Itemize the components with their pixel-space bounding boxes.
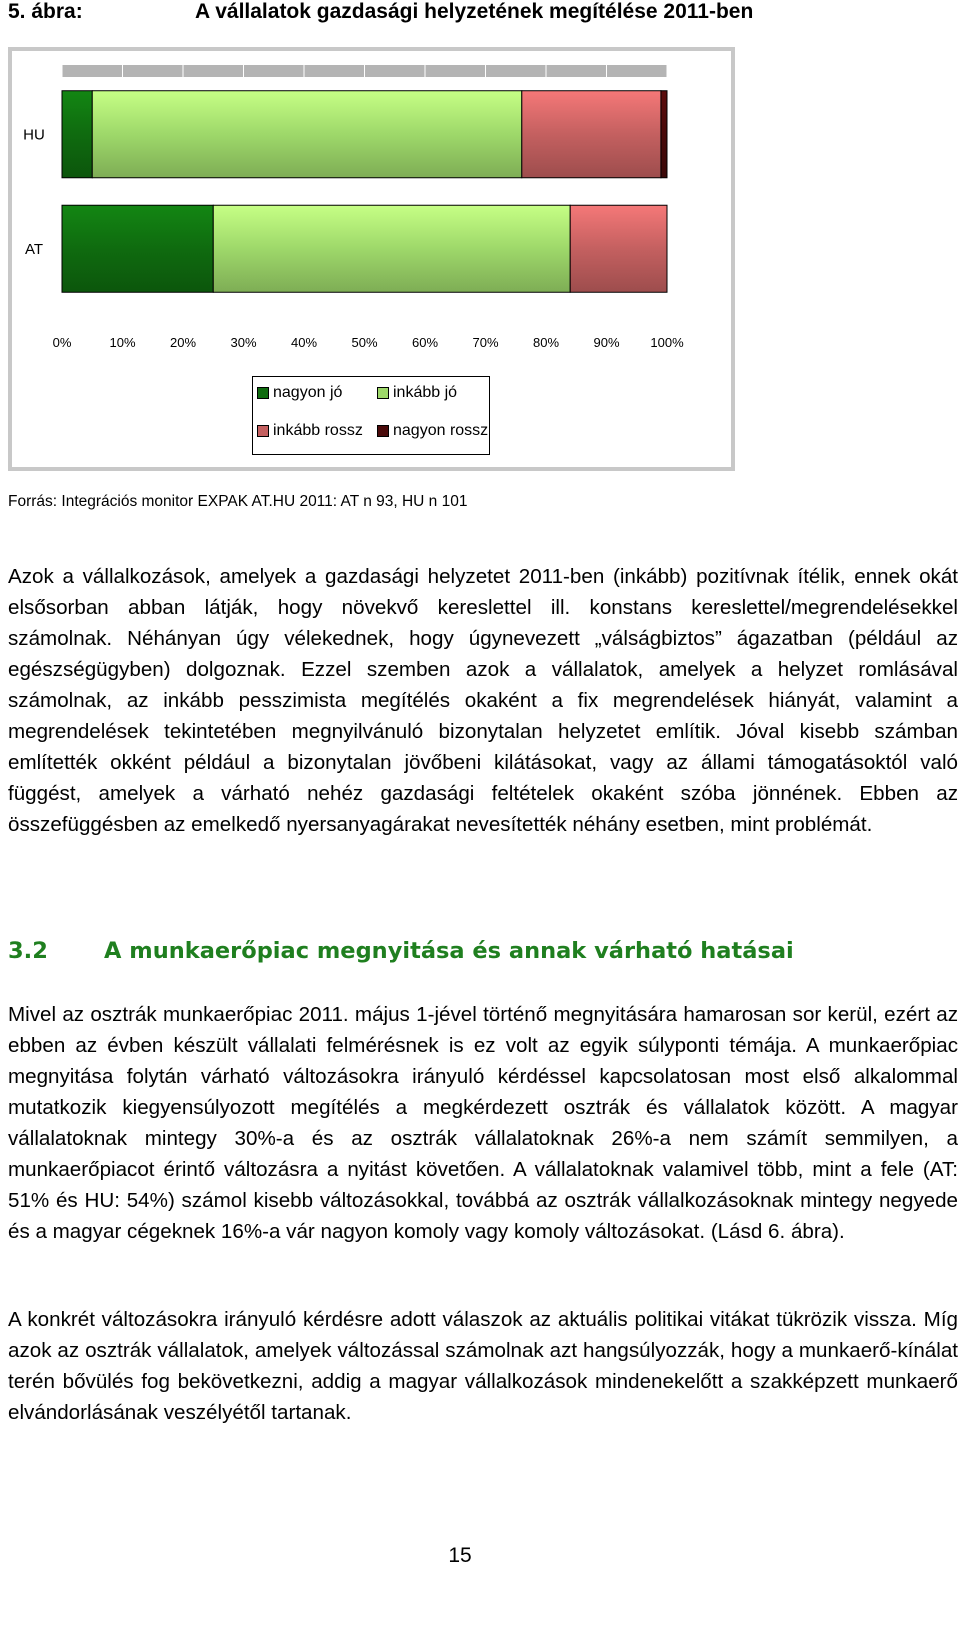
- bar-segment-hu-2: [522, 91, 661, 178]
- x-tick-label: 10%: [109, 335, 136, 350]
- x-tick-label: 60%: [411, 335, 439, 350]
- paragraph-2: Mivel az osztrák munkaerőpiac 2011. május 1-jével történő megnyitására hamarosan sor kerül, ezért az ebben az évben készült vállalati felmérésnek is ez volt az egyik súlyponti témája. A munkaerőpiac megnyitása folytán várható változásokra irányuló kérdéssel kapcsolatosan most első alkalommal mutatkozik kiegyensúlyozott megítélés a megkérdezett osztrák és vállalatok között. A magyar vállalatoknak mintegy 30%-a és az osztrák vállalatoknak 26%-a nem számít semmilyen, a munkaerőpiacot érintő változásra a nyitást követően. A vállalatoknak valamivel több, mint a fele (AT: 51% és HU: 54%) számol kisebb változásokkal, továbbá az osztrák vállalkozásoknak mintegy negyede és a magyar cégeknek 16%-a vár nagyon komoly vagy komoly változásokat. (Lásd 6. ábra).: [8, 1003, 958, 1243]
- x-tick-label: 80%: [532, 335, 560, 350]
- x-tick-label: 100%: [650, 335, 684, 350]
- legend-swatch-inkabb-rossz: [257, 425, 269, 437]
- bar-segment-at-1: [213, 205, 570, 292]
- legend-label: nagyon jó: [273, 384, 343, 401]
- legend-swatch-nagyon-jo: [257, 387, 269, 399]
- paragraph-3: A konkrét változásokra irányuló kérdésre adott válaszok az aktuális politikai vitákat tükrözik vissza. Míg azok az osztrák vállalatok, amelyek változással számolnak azt hangsúlyozzák, hogy a munkaerő-kínálat terén bővülés fog bekövetkezni, addig a magyar vállalkozások mindenekelőtt a szakképzett munkaerő elvándorlásának veszélyétől tartanak.: [8, 1308, 958, 1424]
- legend-label: inkább jó: [393, 384, 458, 401]
- section-number: 3.2: [8, 938, 48, 964]
- x-tick-label: 30%: [230, 335, 257, 350]
- bar-segment-hu-3: [661, 91, 667, 178]
- x-tick-label: 70%: [472, 335, 499, 350]
- figure-number: 5. ábra:: [8, 0, 83, 23]
- section-title: A munkaerőpiac megnyitása és annak várható hatásai: [104, 938, 794, 964]
- x-tick-label: 50%: [351, 335, 378, 350]
- figure-title-text: A vállalatok gazdasági helyzetének megítélése 2011-ben: [195, 0, 754, 23]
- category-label: AT: [24, 240, 44, 258]
- legend-swatch-inkabb-jo: [377, 387, 389, 399]
- x-tick-label: 90%: [593, 335, 620, 350]
- legend-label: inkább rossz: [273, 422, 363, 439]
- bar-segment-at-0: [62, 205, 213, 292]
- bar-segment-hu-0: [62, 91, 92, 178]
- category-label: HU: [23, 126, 45, 144]
- x-tick-label: 40%: [290, 335, 318, 350]
- figure-source: Forrás: Integrációs monitor EXPAK AT.HU 2011: AT n 93, HU n 101: [8, 493, 468, 510]
- x-tick-label: 0%: [52, 335, 72, 350]
- bar-segment-hu-1: [92, 91, 522, 178]
- figure-title: [0, 0, 900, 26]
- page-number: 15: [448, 1544, 472, 1567]
- chart-legend: [252, 376, 490, 455]
- bar-segment-at-2: [570, 205, 667, 292]
- legend-swatch-nagyon-rossz: [377, 425, 389, 437]
- paragraph-1: Azok a vállalkozások, amelyek a gazdasági helyzetet 2011-ben (inkább) pozitívnak ítélik, ennek okát elsősorban abban látják, hogy növekvő kereslettel ill. konstans kereslettel/megrendelésekkel számolnak. Néhányan úgy vélekednek, hogy úgynevezett „válságbiztos” ágazatban (például az egészségügyben) dolgoznak. Ezzel szemben azok a vállalatok, amelyek a helyzet romlásával számolnak, az inkább pesszimista megítélés okaként a fix megrendelések hiányát, valamint a megrendelések tekintetében megnyilvánuló bizonytalan helyzetet említik. Jóval kisebb számban említették okként például a bizonytalan jövőbeni kilátásokat, vagy az állami támogatásoktól való függést, amelyek a várható nehéz gazdasági feltételek okaként szóba jönnének. Ebben az összefüggésben az emelkedő nyersanyagárakat nevesítették néhány esetben, mint problémát.: [8, 565, 958, 836]
- chart-frame: [8, 47, 735, 471]
- x-tick-label: 20%: [169, 335, 197, 350]
- legend-label: nagyon rossz: [393, 422, 489, 439]
